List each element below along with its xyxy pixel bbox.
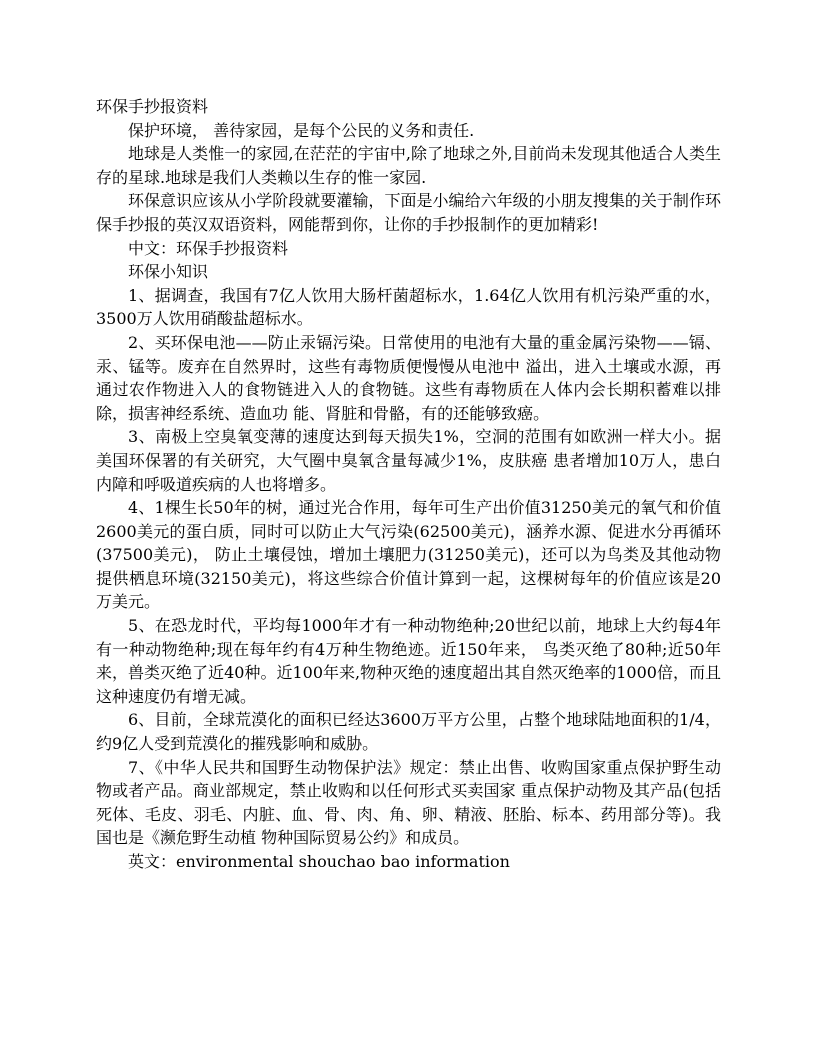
paragraph-intro: 环保意识应该从小学阶段就要灌输，下面是小编给六年级的小朋友搜集的关于制作环保手抄报的英汉双语资料，网能帮到你，让你的手抄报制作的更加精彩! bbox=[96, 191, 721, 234]
document-title: 环保手抄报资料 bbox=[96, 97, 209, 116]
paragraph-item-7: 7、《中华人民共和国野生动物保护法》规定：禁止出售、收购国家重点保护野生动物或者产品。商业部规定，禁止收购和以任何形式买卖国家 重点保护动物及其产品(包括死体、毛皮、羽毛、内脏、血、骨、肉、角、卵、精液、胚胎、标本、药用部分等)。我国也是《濒危野生动植 物种国际贸易公约》和成员。 bbox=[96, 757, 721, 848]
paragraph-item-2: 2、买环保电池——防止汞镉污染。日常使用的电池有大量的重金属污染物——镉、汞、锰等。废弃在自然界时，这些有毒物质便慢慢从电池中 溢出，进入土壤或水源，再通过农作物进入人的食物链进入人的食物链。这些有毒物质在人体内会长期积蓄难以排除，损害神经系统、造血功 能、肾脏和骨骼，有的还能够致癌。 bbox=[96, 332, 721, 423]
section-heading-english: 英文：environmental shouchao bao information bbox=[128, 852, 510, 871]
paragraph-item-5: 5、在恐龙时代，平均每1000年才有一种动物绝种;20世纪以前，地球上大约每4年有一种动物绝种;现在每年约有4万种生物绝迹。近150年来， 鸟类灭绝了80种;近50年来，兽类灭绝了近40种。近100年来,物种灭绝的速度超出其自然灭绝率的1000倍，而且这种速度仍有增无减。 bbox=[96, 616, 721, 706]
paragraph-civic-duty: 保护环境， 善待家园，是每个公民的义务和责任. bbox=[128, 120, 475, 140]
document-page bbox=[96, 95, 721, 874]
paragraph-item-1: 1、据调查，我国有7亿人饮用大肠杆菌超标水，1.64亿人饮用有机污染严重的水，3500万人饮用硝酸盐超标水。 bbox=[96, 285, 721, 329]
section-subheading-tips: 环保小知识 bbox=[128, 262, 209, 282]
paragraph-item-4: 4、1棵生长50年的树，通过光合作用，每年可生产出价值31250美元的氧气和价值2600美元的蛋白质，同时可以防止大气污染(62500美元)，涵养水源、促进水分再循环(37500美元)， 防止土壤侵蚀，增加土壤肥力(31250美元)，还可以为鸟类及其他动物提供栖息环境(32150美元)，将这些综合价值计算到一起，这棵树每年的价值应该是20万美元。 bbox=[96, 498, 721, 612]
paragraph-earth-home: 地球是人类惟一的家园,在茫茫的宇宙中,除了地球之外,目前尚未发现其他适合人类生存的星球.地球是我们人类赖以生存的惟一家园. bbox=[96, 144, 721, 187]
section-heading-chinese: 中文：环保手抄报资料 bbox=[128, 238, 289, 258]
paragraph-item-3: 3、南极上空臭氧变薄的速度达到每天损失1%，空洞的范围有如欧洲一样大小。据美国环保署的有关研究，大气圈中臭氧含量每减少1%，皮肤癌 患者增加10万人，患白内障和呼吸道疾病的人也将增多。 bbox=[96, 427, 721, 494]
paragraph-item-6: 6、目前，全球荒漠化的面积已经达3600万平方公里，占整个地球陆地面积的1/4，约9亿人受到荒漠化的摧残影响和威胁。 bbox=[96, 710, 721, 754]
